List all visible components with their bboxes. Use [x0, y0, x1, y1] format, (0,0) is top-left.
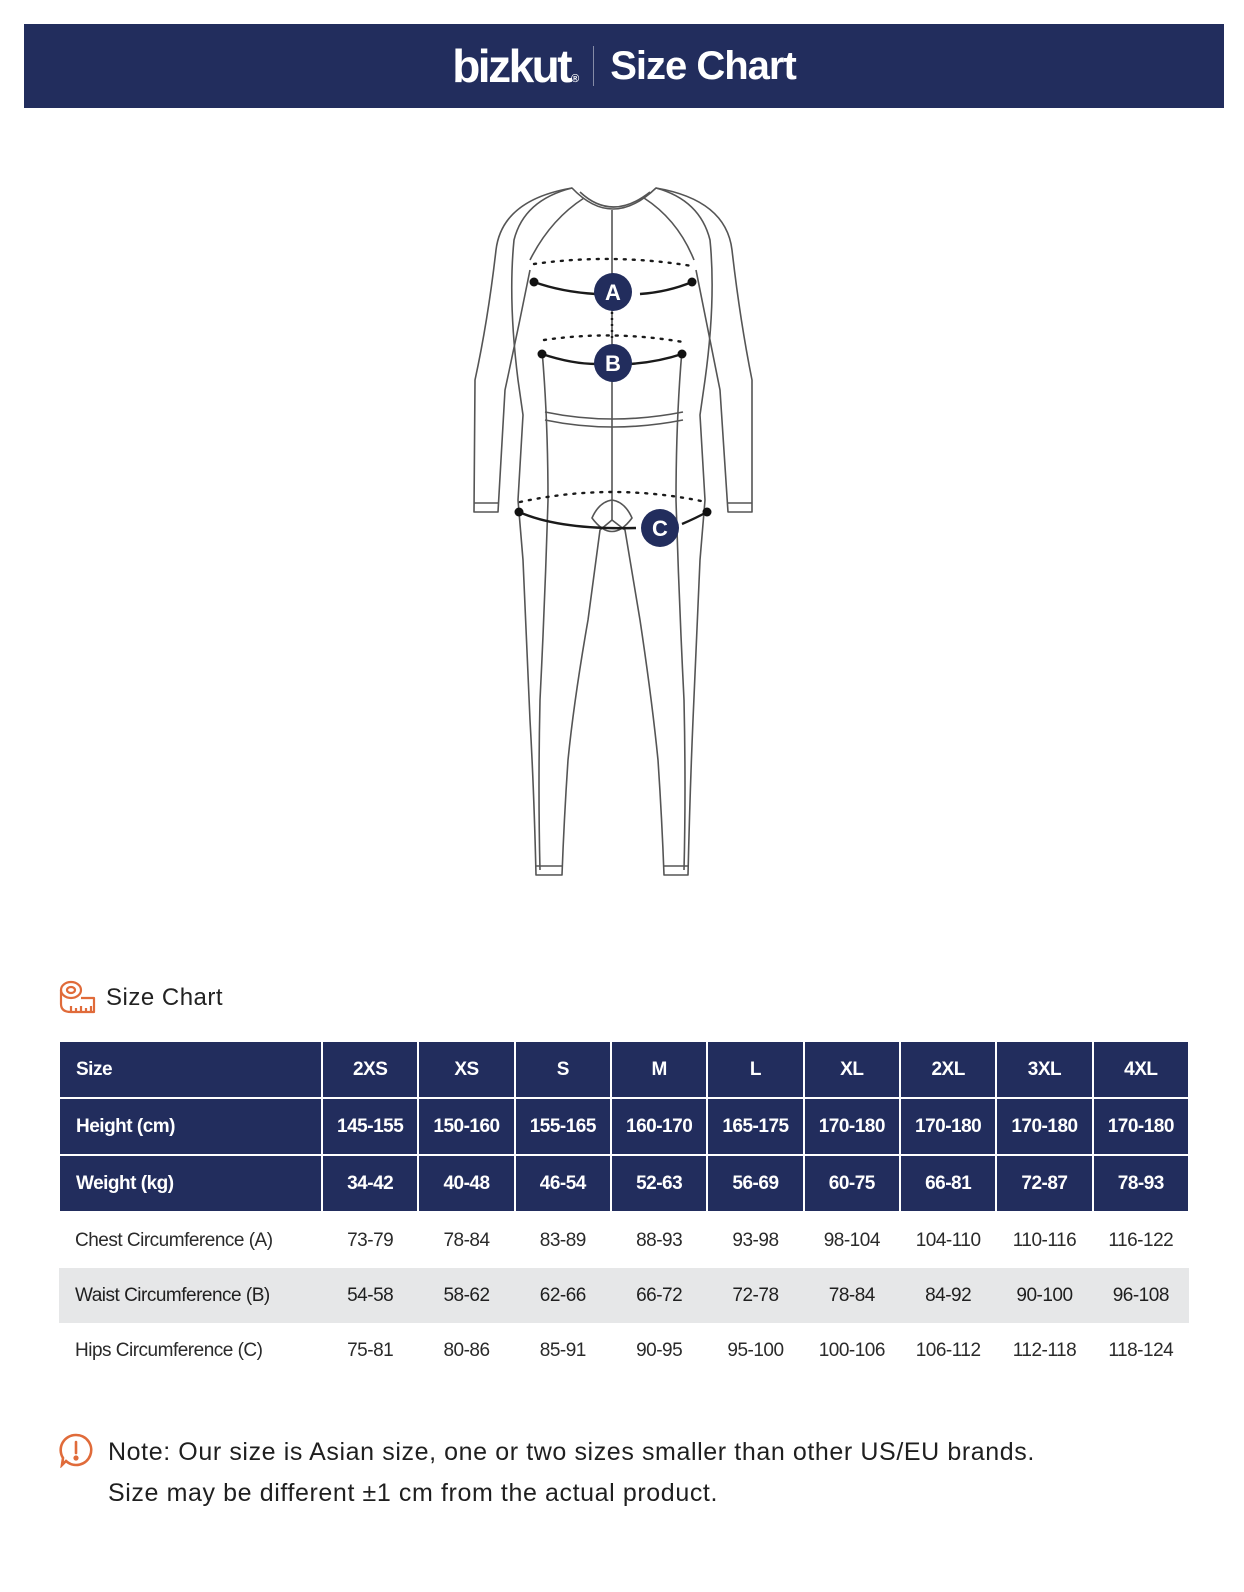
table-cell: 52-63: [611, 1155, 707, 1212]
section-title: Size Chart: [106, 984, 224, 1011]
header-divider: [593, 46, 594, 86]
table-cell: 110-116: [1012, 1229, 1077, 1251]
table-cell: 93-98: [732, 1229, 779, 1251]
table-cell: 72-87: [996, 1155, 1092, 1212]
table-row: [59, 1323, 1189, 1378]
table-cell: S: [515, 1041, 611, 1098]
table-cell: 112-118: [1012, 1339, 1077, 1361]
table-cell: 4XL: [1093, 1041, 1189, 1098]
row-label: Chest Circumference (A): [75, 1229, 273, 1251]
table-cell: 160-170: [611, 1098, 707, 1155]
row-label: Hips Circumference (C): [75, 1339, 263, 1361]
table-cell: 170-180: [804, 1098, 900, 1155]
table-row: [59, 1155, 1189, 1212]
table-cell: 98-104: [823, 1229, 880, 1251]
table-cell: 116-122: [1108, 1229, 1174, 1251]
table-cell: 106-112: [915, 1339, 981, 1361]
note-line-2: Size may be different ±1 cm from the actual product.: [108, 1479, 719, 1507]
table-cell: 165-175: [707, 1098, 803, 1155]
table-cell: 62-66: [515, 1268, 611, 1323]
table-cell: 2XL: [900, 1041, 996, 1098]
table-cell: 100-106: [818, 1339, 885, 1361]
row-label: Size: [59, 1041, 322, 1098]
svg-text:C: C: [652, 516, 668, 541]
row-label: Waist Circumference (B): [59, 1268, 322, 1323]
size-note: [58, 1432, 1035, 1514]
table-cell: XS: [418, 1041, 514, 1098]
row-label: Weight (kg): [59, 1155, 322, 1212]
table-cell: 34-42: [322, 1155, 418, 1212]
table-cell: 40-48: [418, 1155, 514, 1212]
table-cell: 118-124: [1108, 1339, 1174, 1361]
measuring-tape-icon: [58, 978, 96, 1019]
table-cell: 104-110: [915, 1229, 981, 1251]
table-cell: M: [611, 1041, 707, 1098]
table-cell: 90-95: [636, 1339, 683, 1361]
page-header: [24, 24, 1224, 108]
table-cell: 78-93: [1093, 1155, 1189, 1212]
table-cell: 2XS: [322, 1041, 418, 1098]
table-cell: 170-180: [1093, 1098, 1189, 1155]
table-cell: 90-100: [996, 1268, 1092, 1323]
jersey-suit-diagram: [462, 180, 762, 885]
table-cell: 60-75: [804, 1155, 900, 1212]
page-title: Size Chart: [610, 43, 796, 88]
table-cell: XL: [804, 1041, 900, 1098]
size-chart-heading: [58, 978, 223, 1018]
table-cell: 46-54: [515, 1155, 611, 1212]
table-cell: 145-155: [322, 1098, 418, 1155]
table-cell: 73-79: [347, 1229, 394, 1251]
table-cell: 78-84: [443, 1229, 490, 1251]
table-cell: 170-180: [996, 1098, 1092, 1155]
table-row: [59, 1041, 1189, 1098]
table-cell: 95-100: [727, 1339, 784, 1361]
table-cell: 72-78: [707, 1268, 803, 1323]
table-row: [59, 1268, 1189, 1323]
marker-b: [594, 344, 632, 382]
table-cell: 66-72: [611, 1268, 707, 1323]
table-cell: 3XL: [996, 1041, 1092, 1098]
table-cell: 80-86: [443, 1339, 490, 1361]
marker-c: [641, 509, 679, 547]
table-cell: 54-58: [322, 1268, 418, 1323]
table-cell: 150-160: [418, 1098, 514, 1155]
table-cell: 56-69: [707, 1155, 803, 1212]
table-cell: 58-62: [418, 1268, 514, 1323]
table-cell: 75-81: [347, 1339, 394, 1361]
note-line-1: Note: Our size is Asian size, one or two sizes smaller than other US/EU brands.: [108, 1438, 1035, 1466]
svg-text:B: B: [605, 351, 621, 376]
row-label: Height (cm): [59, 1098, 322, 1155]
marker-a: [594, 273, 632, 311]
table-cell: L: [707, 1041, 803, 1098]
table-cell: 78-84: [804, 1268, 900, 1323]
size-table: [58, 1040, 1190, 1378]
table-cell: 155-165: [515, 1098, 611, 1155]
table-cell: 85-91: [539, 1339, 586, 1361]
table-cell: 66-81: [900, 1155, 996, 1212]
table-cell: 83-89: [539, 1229, 586, 1251]
table-cell: 88-93: [636, 1229, 683, 1251]
table-row: [59, 1098, 1189, 1155]
table-cell: 170-180: [900, 1098, 996, 1155]
table-cell: 84-92: [900, 1268, 996, 1323]
brand-logo: bizkut®: [452, 40, 580, 92]
svg-text:A: A: [605, 280, 621, 305]
table-row: [59, 1212, 1189, 1268]
table-cell: 96-108: [1093, 1268, 1189, 1323]
exclamation-circle-icon: [58, 1432, 94, 1514]
